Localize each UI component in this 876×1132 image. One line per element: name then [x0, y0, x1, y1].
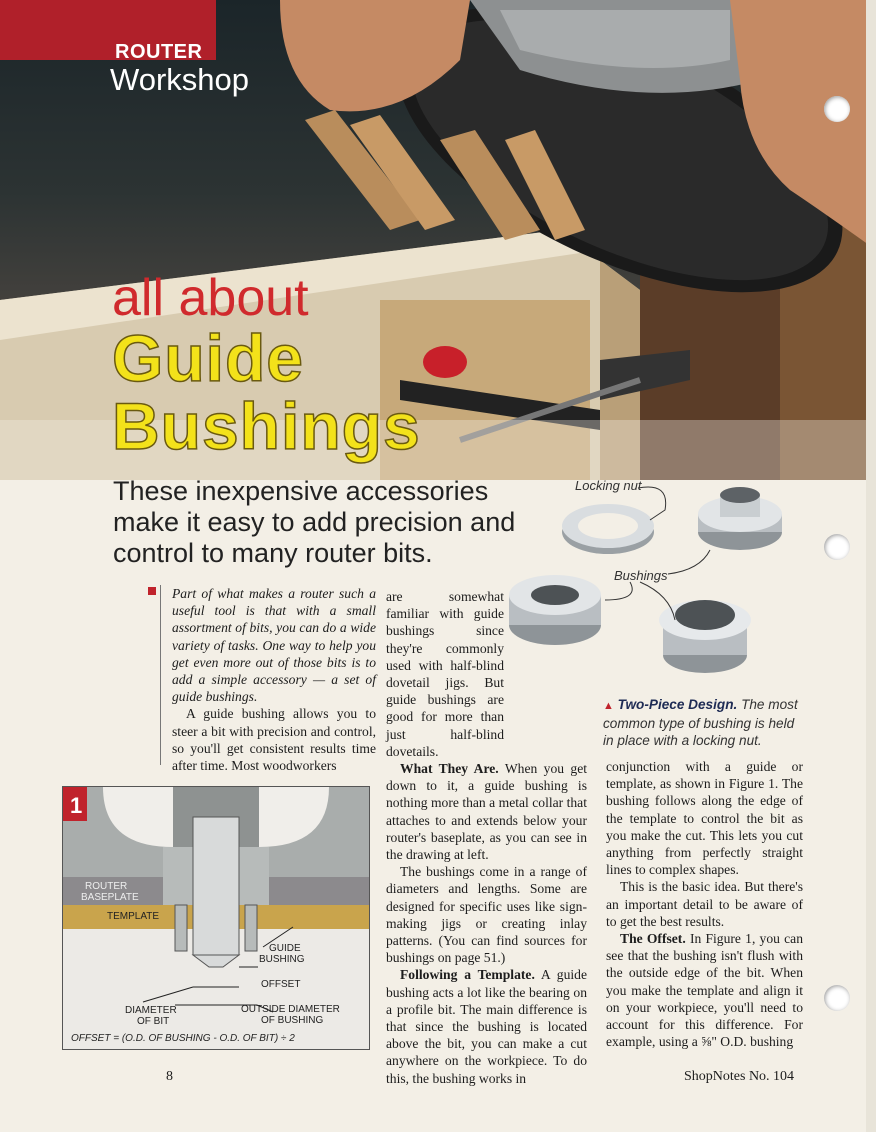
article-title-line2: Guide	[112, 321, 305, 395]
body-column-1	[172, 585, 376, 774]
paragraph	[606, 930, 803, 1050]
page-edge	[866, 0, 876, 1132]
paragraph	[172, 585, 376, 705]
publication-name: ShopNotes No. 104	[684, 1069, 795, 1084]
paragraph: This is the basic idea. But there's an important detail to be aware of to get the best results.	[606, 879, 803, 929]
paragraph-text: In Figure 1, you can see that the bushing isn't flush with the outside edge of the bit. When you make the template and align it on your workpiece, you'll need to account for this difference. For example, using a ⅝" O.D. bushing	[606, 931, 804, 1050]
article-title-line1: all about	[112, 269, 309, 327]
offset-label: OFFSET	[261, 979, 301, 990]
baseplate-label-2: BASEPLATE	[81, 892, 139, 903]
section-kicker: ROUTER	[115, 41, 203, 63]
paragraph: are somewhat familiar with guide bushings since they're commonly used with half-blind dovetail jigs. But guide bushings are good for more than just half-blind dovetails.	[386, 589, 504, 759]
template-label: TEMPLATE	[107, 911, 160, 922]
paragraph: The bushings come in a range of diameters and lengths. Some are designed for specific uses like sign-making jigs or creating inlay patterns. (You can find sources for bushings on page 51.)	[386, 864, 587, 966]
paragraph	[386, 760, 587, 863]
subhead: The Offset.	[620, 931, 686, 947]
article-title-line3: Bushings	[112, 389, 421, 463]
binder-hole	[824, 985, 850, 1011]
column-rule	[160, 585, 161, 765]
caption-triangle-icon: ▲	[603, 700, 614, 712]
guide-bushing-label: GUIDE	[269, 943, 301, 954]
locking-nut-label: Locking nut	[575, 478, 642, 493]
paragraph-text: A guide bushing acts a lot like the bearing on a profile bit. The main difference is that since the bushing is located above the bit, you can make a cut anywhere on the workpiece. To do this, the bushing works in	[386, 967, 587, 1086]
diameter-label-2: OF BIT	[137, 1016, 170, 1027]
page-number: 8	[166, 1069, 173, 1084]
subhead: Following a Template.	[400, 967, 535, 983]
article-deck: These inexpensive accessories make it easy to add precision and control to many router bits.	[113, 476, 516, 568]
binder-hole	[824, 534, 850, 560]
diameter-label: DIAMETER	[125, 1005, 177, 1016]
guide-bushing-label-2: BUSHING	[259, 954, 305, 965]
paragraph	[386, 966, 587, 1086]
subhead: What They Are.	[400, 761, 499, 777]
body-column-3	[606, 758, 803, 1050]
caption-title: Two-Piece Design.	[617, 697, 738, 712]
paragraph: A guide bushing allows you to steer a bit with precision and control, so you'll get consistent results time after time. Most woodworkers	[172, 706, 376, 774]
baseplate-label: ROUTER	[85, 881, 128, 892]
caption-text: The most common type of bushing is held in place with a locking nut.	[603, 697, 798, 748]
binder-hole	[824, 96, 850, 122]
start-bullet	[148, 587, 156, 595]
outside-diameter-label-2: OF BUSHING	[261, 1015, 324, 1026]
photo-caption	[603, 696, 803, 749]
body-column-2	[386, 588, 587, 1087]
section-name: Workshop	[110, 62, 249, 97]
figure-1	[62, 786, 370, 1050]
opening-text: Part of what makes a router such a useful tool is that with a small assortment of bits, you can do a wide variety of tasks. One way to help you get even more out of those bits is to add a simple accessory — a set of guide bushings.	[172, 586, 376, 705]
paragraph-text: When you get down to it, a guide bushing is nothing more than a metal collar that attaches to and extends below your router's baseplate, as you can see in the drawing at left.	[386, 761, 587, 863]
bushings-label: Bushings	[614, 568, 668, 583]
figure-number: 1	[70, 793, 83, 818]
offset-formula: OFFSET = (O.D. OF BUSHING - O.D. OF BIT) ÷ 2	[71, 1033, 295, 1044]
paragraph: conjunction with a guide or template, as shown in Figure 1. The bushing follows along the edge of the template to control the bit as you make the cut. This lets you cut anything from perfectly straight lines to complex shapes.	[606, 759, 803, 878]
outside-diameter-label: OUTSIDE DIAMETER	[241, 1004, 340, 1015]
